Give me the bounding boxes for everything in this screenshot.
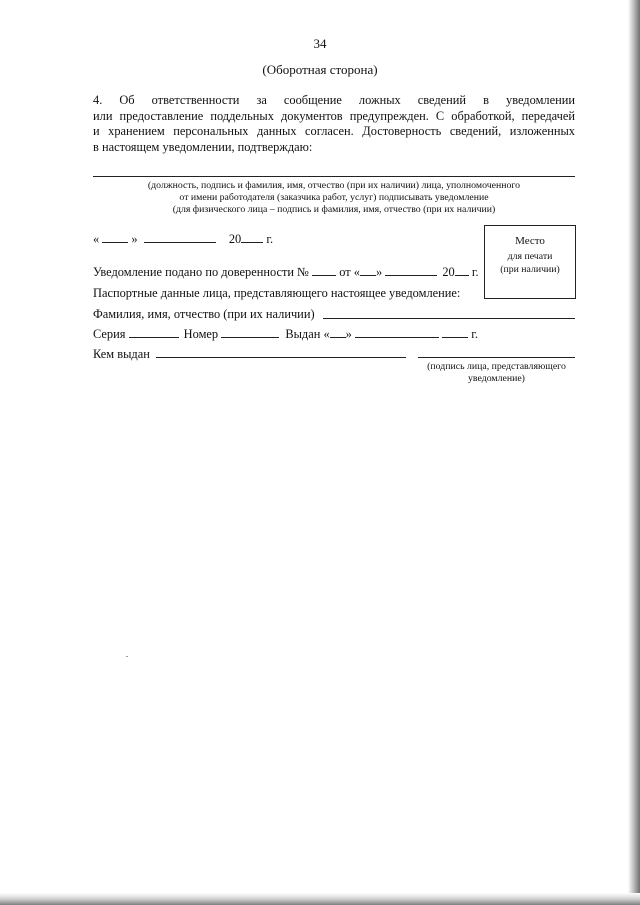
passport-issued-label: Выдан « xyxy=(285,327,330,341)
passport-issued-year-field[interactable] xyxy=(442,327,468,338)
proxy-month-blank[interactable] xyxy=(385,265,437,276)
passport-issued-month-field[interactable] xyxy=(355,327,439,338)
representative-signature-line[interactable] xyxy=(418,357,575,358)
stamp-label: Место xyxy=(515,235,545,247)
passport-fio-field[interactable] xyxy=(323,318,575,319)
passport-issued-year-suffix: г. xyxy=(471,327,478,341)
date-month-blank[interactable] xyxy=(144,232,216,243)
stamp-label: для печати xyxy=(507,251,553,262)
representative-signature-caption: (подпись лица, представляющего xyxy=(427,361,566,372)
signature-caption-line: от имени работодателя (заказчика работ, услуг) подписывать уведомление xyxy=(179,192,489,203)
proxy-number-blank[interactable] xyxy=(312,265,336,276)
signature-caption-line: (для физического лица – подпись и фамилия, имя, отчество (при их наличии) xyxy=(172,204,496,215)
stamp-label: (при наличии) xyxy=(500,264,560,275)
passport-data-title: Паспортные данные лица, представляющего настоящее уведомление: xyxy=(93,286,461,300)
proxy-from-label: от « xyxy=(339,265,360,279)
scan-page-edge-bottom xyxy=(0,893,640,905)
proxy-year-suffix: г. xyxy=(471,265,479,279)
scan-speck xyxy=(126,656,128,657)
proxy-year-blank[interactable] xyxy=(455,265,469,276)
proxy-field xyxy=(93,265,479,280)
passport-series-row xyxy=(93,327,478,342)
paragraph-line: или предоставление поддельных документов предупрежден. С обработкой, передачей xyxy=(93,108,575,123)
paragraph-line: и хранением персональных данных согласен. Достоверность сведений, изложенных xyxy=(93,124,575,139)
passport-issued-by-field[interactable] xyxy=(156,357,406,358)
paragraph-line: в настоящем уведомлении, подтверждаю: xyxy=(93,139,313,154)
passport-issued-by-label: Кем выдан xyxy=(93,347,150,361)
proxy-close-quote: » xyxy=(375,265,383,279)
stamp-placeholder-box xyxy=(484,225,576,299)
passport-series-field[interactable] xyxy=(129,327,179,338)
passport-number-field[interactable] xyxy=(221,327,279,338)
passport-fio-label: Фамилия, имя, отчество (при их наличии) xyxy=(93,307,315,321)
proxy-day-blank[interactable] xyxy=(360,265,376,276)
date-year-suffix: г. xyxy=(266,232,274,246)
date-open-quote: « xyxy=(93,232,100,246)
passport-number-label: Номер xyxy=(183,327,219,341)
date-year-prefix: 20 xyxy=(228,232,242,246)
date-close-quote: » xyxy=(131,232,138,246)
paragraph-line: 4. Об ответственности за сообщение ложных сведений в уведомлении xyxy=(93,93,575,107)
page-side-title: (Оборотная сторона) xyxy=(262,62,378,77)
passport-issued-close-quote: » xyxy=(345,327,352,341)
page-number: 34 xyxy=(313,36,327,51)
date-field xyxy=(93,232,273,247)
scan-page-edge-right xyxy=(628,0,640,905)
passport-series-label: Серия xyxy=(93,327,126,341)
representative-signature-caption: уведомление) xyxy=(468,373,525,384)
date-year-blank[interactable] xyxy=(241,232,263,243)
date-day-blank[interactable] xyxy=(102,232,128,243)
section-4-paragraph xyxy=(93,93,575,155)
passport-issued-day-field[interactable] xyxy=(330,327,346,338)
proxy-label: Уведомление подано по доверенности № xyxy=(93,265,309,279)
proxy-year-prefix: 20 xyxy=(442,265,455,279)
signature-caption-line: (должность, подпись и фамилия, имя, отчество (при их наличии) лица, уполномоченного xyxy=(147,180,521,191)
employer-signature-line[interactable] xyxy=(93,176,575,177)
